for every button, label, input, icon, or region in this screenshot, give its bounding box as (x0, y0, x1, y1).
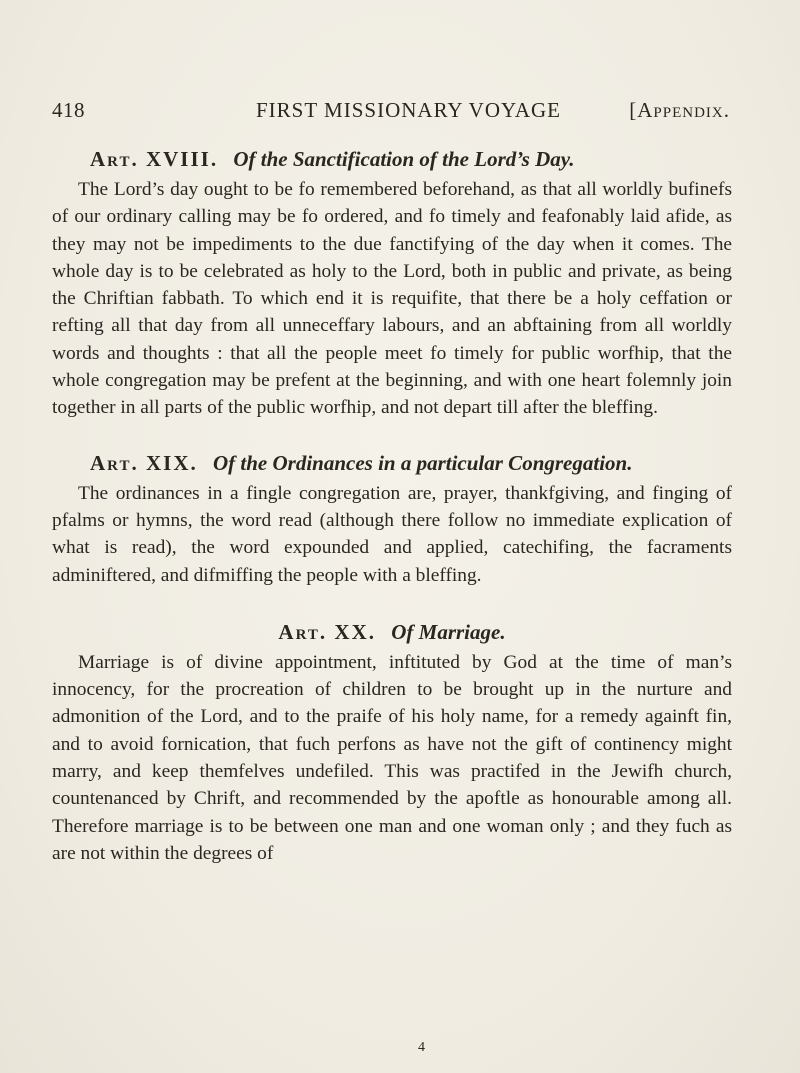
signature-mark: 4 (418, 1040, 425, 1055)
running-title: FIRST MISSIONARY VOYAGE (256, 98, 562, 122)
article-label: Art. XIX. (90, 450, 198, 475)
article-label: Art. XVIII. (90, 147, 219, 171)
article-19-text: The ordinances in a fingle congregation are, prayer, thankfgiving, and finging of pfalms or hymns, the word read (although there follow no immediate explication of what is read), the word expounded and applied, catechifing, the facraments adminiftered, and difmiffing the people with a bleffing. (52, 482, 732, 586)
article-18-text: The Lord’s day ought to be fo remembered beforehand, as that all worldly bufinefs of our ordinary calling may be fo ordered, and fo timely and feafonably laid afide, as they may not be impediments to the due fanctifying of the day when it comes. The whole day is to be celebrated as holy to the Lord, both in public and private, as being the Chriftian fabbath. To which end it is requifite, that there be a holy ceffation or refting all that day from all unneceffary labours, and an abftaining from all worldly words and thoughts : that all the people meet fo timely for public worfhip, that the whole congregation may be prefent at the beginning, and with one heart folemnly join together in all parts of the public worfhip, and not depart till after the bleffing. (52, 179, 732, 419)
body-text (52, 142, 732, 867)
article-title: Of Marriage. (391, 619, 506, 644)
spacer (52, 422, 732, 446)
article-19-heading (52, 446, 732, 480)
section-label: [Appendix. (629, 98, 730, 122)
article-title: Of the Sanctification of the Lord’s Day. (233, 147, 575, 171)
article-title: Of the Ordinances in a particular Congregation. (212, 450, 633, 475)
article-20-heading (52, 615, 732, 649)
page-number: 418 (52, 98, 85, 122)
spacer (52, 589, 732, 615)
running-head (52, 98, 730, 132)
article-20-text: Marriage is of divine appointment, inftituted by God at the time of man’s innocency, for the procreation of children to be brought up in the nurture and admonition of the Lord, and to the praife of his holy name, for a remedy againft fin, and to avoid fornication, that fuch perfons as have not the gift of continency might marry, and keep themfelves undefiled. This was practifed in the Jewifh church, countenanced by Chrift, and recommended by the apoftle as honourable among all. Therefore marriage is to be between one man and one woman only ; and they fuch as are not within the degrees of (52, 651, 732, 864)
article-label: Art. XX. (278, 619, 376, 644)
article-18-heading (52, 142, 732, 176)
